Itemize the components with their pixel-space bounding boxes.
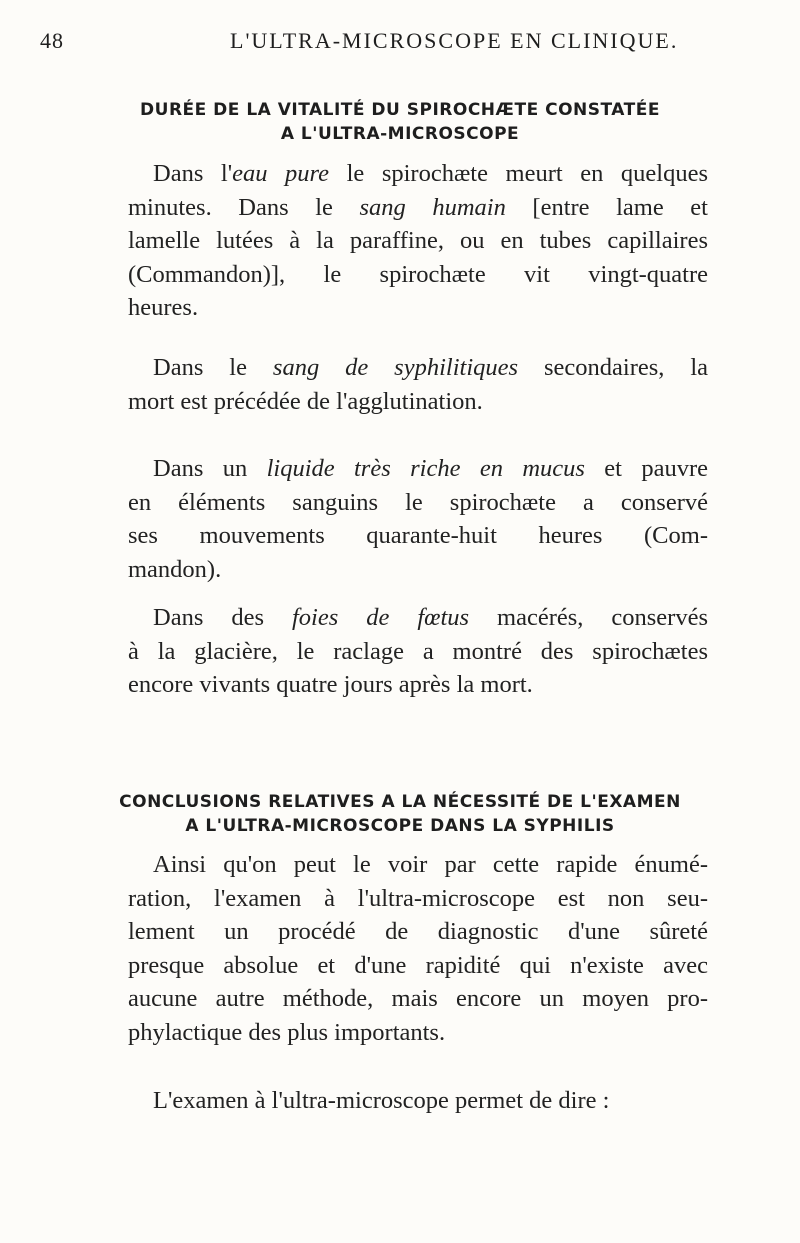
- text-line: Dans le sang de syphilitiques secondaires, la: [153, 354, 708, 381]
- text-line: mandon).: [128, 555, 222, 583]
- paragraph-conclusion: [128, 848, 708, 1049]
- text-line: ration, l'examen à l'ultra-microscope est non seu-: [128, 884, 708, 912]
- paragraph-eau-pure: [128, 157, 708, 325]
- section-title-line: DURÉE DE LA VITALITÉ DU SPIROCHÆTE CONSTATÉE: [140, 100, 660, 120]
- text-line: lamelle lutées à la paraffine, ou en tubes capillaires: [128, 227, 708, 254]
- page-number: 48: [40, 28, 64, 53]
- text-line: (Commandon)], le spirochæte vit vingt-quatre: [128, 260, 708, 288]
- text-line: heures.: [128, 294, 199, 321]
- paragraph-examen-permet: [128, 1084, 708, 1118]
- section-title-vitality: [40, 98, 760, 146]
- text-line: Ainsi qu'on peut le voir par cette rapide énumé-: [153, 851, 708, 878]
- page-header: [40, 28, 760, 58]
- section-title-conclusions: [40, 790, 760, 838]
- section-title-line: A L'ULTRA-MICROSCOPE DANS LA SYPHILIS: [185, 816, 615, 836]
- text-line: à la glacière, le raclage a montré des spirochætes: [128, 637, 708, 665]
- text-line: aucune autre méthode, mais encore un moyen pro-: [128, 985, 708, 1012]
- text-line: ses mouvements quarante-huit heures (Com-: [128, 522, 708, 549]
- text-line: Dans un liquide très riche en mucus et pauvre: [153, 455, 708, 482]
- text-line: lement un procédé de diagnostic d'une sûreté: [128, 918, 708, 945]
- paragraph-sang-syphilitiques: [128, 351, 708, 418]
- text-line: phylactique des plus importants.: [128, 1018, 446, 1046]
- text-line: Dans des foies de fœtus macérés, conservés: [153, 604, 708, 631]
- running-head: L'ULTRA-MICROSCOPE EN CLINIQUE.: [230, 28, 679, 53]
- text-line: L'examen à l'ultra-microscope permet de dire :: [153, 1087, 610, 1114]
- section-title-line: A L'ULTRA-MICROSCOPE: [280, 124, 520, 144]
- text-line: en éléments sanguins le spirochæte a conservé: [128, 488, 708, 516]
- text-line: mort est précédée de l'agglutination.: [128, 387, 483, 415]
- text-line: presque absolue et d'une rapidité qui n'existe avec: [128, 951, 708, 979]
- text-line: Dans l'eau pure le spirochæte meurt en quelques: [153, 160, 708, 187]
- section-title-line: CONCLUSIONS RELATIVES A LA NÉCESSITÉ DE L'EXAMEN: [119, 792, 681, 812]
- text-line: encore vivants quatre jours après la mort.: [128, 671, 533, 698]
- text-line: minutes. Dans le sang humain [entre lame et: [128, 193, 708, 221]
- paragraph-foies-foetus: [128, 601, 708, 702]
- paragraph-liquide-mucus: [128, 452, 708, 586]
